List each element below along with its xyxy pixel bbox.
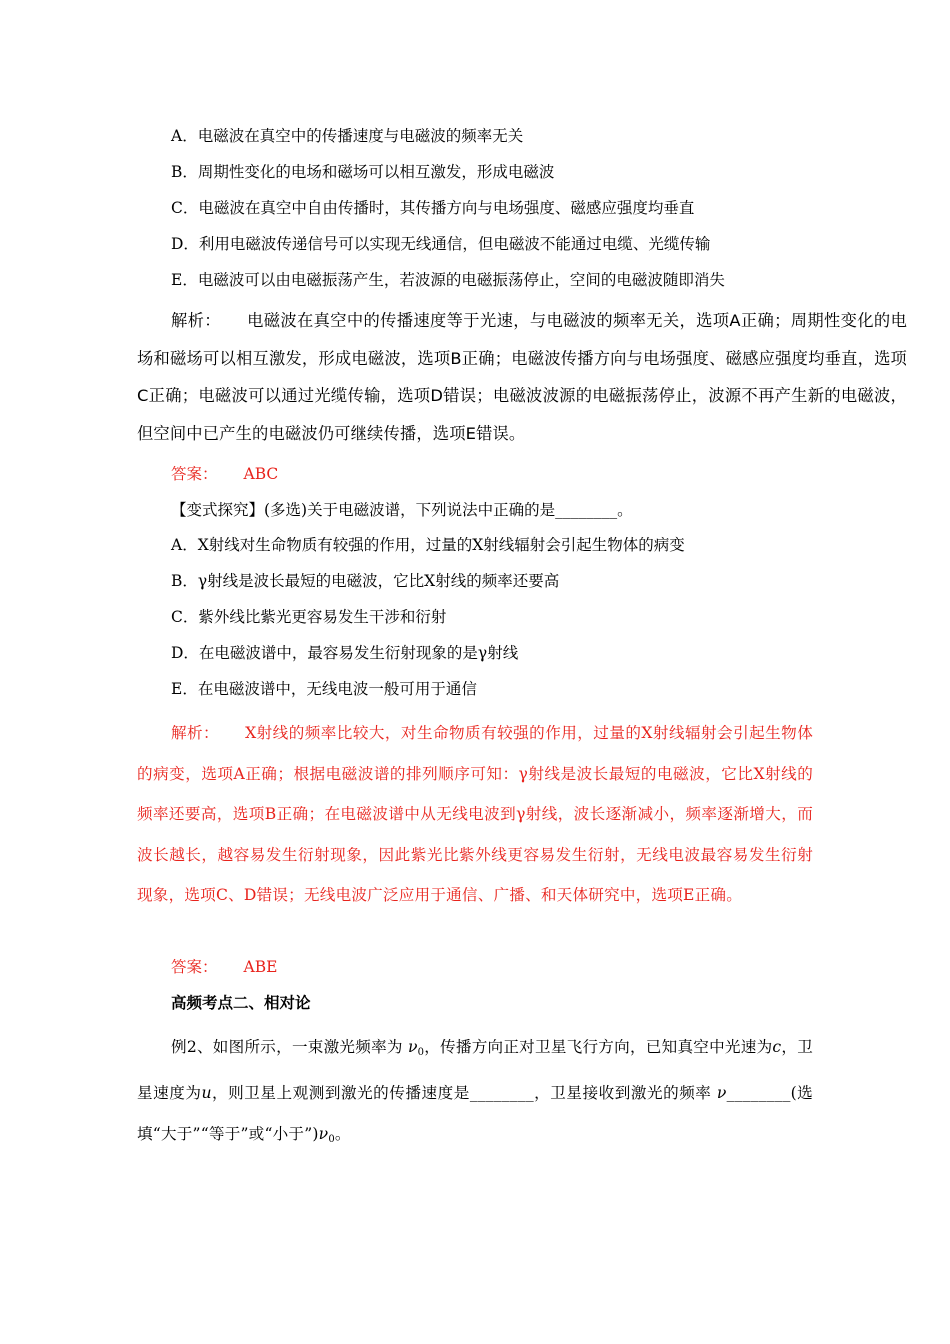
example2-text-4: ，则卫星上观测到激光的传播速度是________，卫星接收到激光的频率 xyxy=(211,1084,712,1102)
symbol-nu0-2: ν xyxy=(318,1125,329,1143)
q1-option-b: B．周期性变化的电场和磁场可以相互激发，形成电磁波 xyxy=(171,163,555,181)
section-heading: 高频考点二、相对论 xyxy=(171,994,311,1012)
example2-text-1: 例2、如图所示，一束激光频率为 xyxy=(171,1038,403,1056)
symbol-c: c xyxy=(772,1038,782,1056)
example2-text-2: ，传播方向正对卫星飞行方向，已知真空中光速为 xyxy=(424,1038,773,1056)
q2-answer xyxy=(171,957,277,977)
q2-answer-label: 答案： xyxy=(171,958,218,976)
symbol-nu: ν xyxy=(716,1084,727,1102)
q2-analysis-text: X射线的频率比较大，对生命物质有较强的作用，过量的X射线辐射会引起生物体的病变，选项A正确；根据电磁波谱的排列顺序可知：γ射线是波长最短的电磁波，它比X射线的频率还要高，选项B正确；在电磁波谱中从无线电波到γ射线，波长逐渐减小，频率逐渐增大，而波长越长，越容易发生衍射现象，因此紫光比紫外线更容易发生衍射，无线电波最容易发生衍射现象，选项C、D错误；无线电波广泛应用于通信、广播、和天体研究中，选项E正确。 xyxy=(137,724,813,905)
q2-option-c: C．紫外线比紫光更容易发生干涉和衍射 xyxy=(171,608,447,626)
q1-analysis xyxy=(137,302,907,452)
example2-text-5: ________(选填“大于”“等于”或“小于”) xyxy=(137,1084,813,1143)
q1-option-c: C．电磁波在真空中自由传播时，其传播方向与电场强度、磁感应强度均垂直 xyxy=(171,199,695,217)
symbol-nu0: ν xyxy=(407,1038,418,1056)
q1-analysis-label: 解析： xyxy=(171,311,221,330)
example2-paragraph xyxy=(137,1027,813,1160)
q2-answer-value: ABE xyxy=(243,958,278,976)
q1-analysis-text: 电磁波在真空中的传播速度等于光速，与电磁波的频率无关，选项A正确；周期性变化的电场和磁场可以相互激发，形成电磁波，选项B正确；电磁波传播方向与电场强度、磁感应强度均垂直，选项C正确；电磁波可以通过光缆传输，选项D错误；电磁波波源的电磁振荡停止，波源不再产生新的电磁波，但空间中已产生的电磁波仍可继续传播，选项E错误。 xyxy=(137,311,907,443)
q1-answer-value: ABC xyxy=(243,465,279,483)
q2-stem: 【变式探究】(多选)关于电磁波谱，下列说法中正确的是________。 xyxy=(171,501,633,519)
q1-option-e: E．电磁波可以由电磁振荡产生，若波源的电磁振荡停止，空间的电磁波随即消失 xyxy=(171,271,725,289)
q2-option-b: B．γ射线是波长最短的电磁波，它比X射线的频率还要高 xyxy=(171,572,560,590)
q2-option-a: A．X射线对生命物质有较强的作用，过量的X射线辐射会引起生物体的病变 xyxy=(171,536,685,554)
q2-option-e: E．在电磁波谱中，无线电波一般可用于通信 xyxy=(171,680,477,698)
symbol-nu0-2-subscript: 0 xyxy=(328,1134,335,1145)
q1-answer-label: 答案： xyxy=(171,465,218,483)
symbol-u: u xyxy=(201,1084,212,1102)
q2-analysis xyxy=(137,713,813,916)
example2-text-3: ，卫星速度为 xyxy=(137,1038,813,1102)
q1-option-a: A．电磁波在真空中的传播速度与电磁波的频率无关 xyxy=(171,127,524,145)
q1-option-d: D．利用电磁波传递信号可以实现无线通信，但电磁波不能通过电缆、光缆传输 xyxy=(171,235,711,253)
q2-option-d: D．在电磁波谱中，最容易发生衍射现象的是γ射线 xyxy=(171,644,519,662)
symbol-nu0-subscript: 0 xyxy=(417,1047,425,1058)
example2-text-end: 。 xyxy=(334,1125,351,1143)
q1-answer xyxy=(171,464,278,484)
q2-analysis-label: 解析： xyxy=(171,724,220,742)
